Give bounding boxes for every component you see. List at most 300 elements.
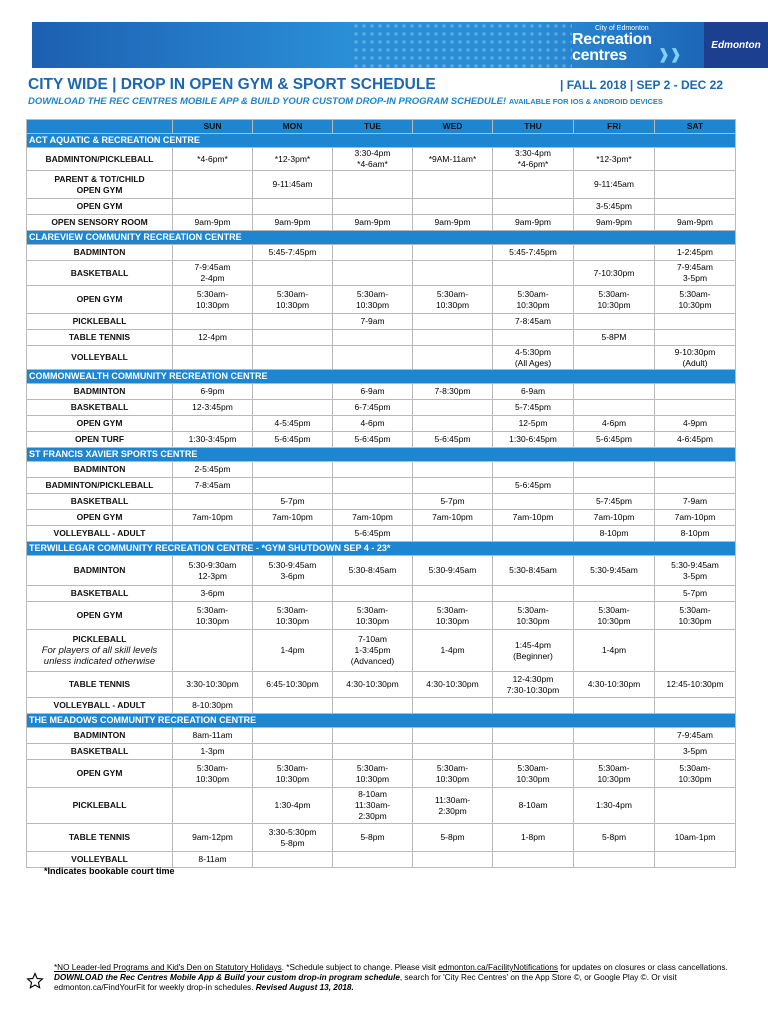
- activity-name: VOLLEYBALL - ADULT: [27, 526, 173, 542]
- day-header-sun: SUN: [173, 120, 253, 134]
- time-cell-mon: [253, 346, 333, 370]
- time-cell-wed: 7-8:30pm: [413, 384, 493, 400]
- time-cell-fri: 9am-9pm: [574, 215, 655, 231]
- table-row: [27, 416, 736, 432]
- time-cell-sat: 4-6:45pm: [655, 432, 736, 448]
- time-cell-mon: [253, 744, 333, 760]
- time-cell-sat: [655, 314, 736, 330]
- banner-pattern: [352, 22, 572, 68]
- time-cell-sat: 9am-9pm: [655, 215, 736, 231]
- time-cell-tue: 7-9am: [333, 314, 413, 330]
- table-row: [27, 698, 736, 714]
- time-cell-tue: 5:30am- 10:30pm: [333, 602, 413, 630]
- time-cell-thu: 6-9am: [493, 384, 574, 400]
- activity-name: PICKLEBALL: [27, 788, 173, 824]
- time-cell-tue: 4:30-10:30pm: [333, 672, 413, 698]
- time-cell-sat: [655, 462, 736, 478]
- table-row: [27, 728, 736, 744]
- activity-note: unless indicated otherwise: [43, 656, 156, 667]
- time-cell-wed: 5-8pm: [413, 824, 493, 852]
- time-cell-mon: [253, 462, 333, 478]
- section-header: [27, 714, 736, 728]
- activity-name: PICKLEBALL: [27, 314, 173, 330]
- time-cell-sat: 7-9am: [655, 494, 736, 510]
- time-cell-sun: [173, 494, 253, 510]
- time-cell-thu: 12-4:30pm 7:30-10:30pm: [493, 672, 574, 698]
- time-cell-wed: [413, 400, 493, 416]
- time-cell-fri: [574, 462, 655, 478]
- time-cell-mon: *12-3pm*: [253, 148, 333, 171]
- time-cell-sat: 1-2:45pm: [655, 245, 736, 261]
- table-row: [27, 346, 736, 370]
- time-cell-sun: [173, 199, 253, 215]
- activity-name: OPEN GYM: [27, 199, 173, 215]
- time-cell-fri: 5:30am- 10:30pm: [574, 602, 655, 630]
- table-row: [27, 760, 736, 788]
- section-header: [27, 542, 736, 556]
- header-blank: [27, 120, 173, 134]
- time-cell-wed: 7am-10pm: [413, 510, 493, 526]
- time-cell-thu: [493, 494, 574, 510]
- time-cell-sun: 1-3pm: [173, 744, 253, 760]
- section-title: TERWILLEGAR COMMUNITY RECREATION CENTRE - *GYM SHUTDOWN SEP 4 - 23*: [27, 542, 736, 556]
- star-icon: [26, 972, 44, 990]
- time-cell-wed: 11:30am- 2:30pm: [413, 788, 493, 824]
- section-header: [27, 134, 736, 148]
- edmonton-logo-text: Edmonton: [711, 39, 761, 51]
- time-cell-sun: 5:30-9:30am 12-3pm: [173, 556, 253, 586]
- time-cell-mon: 5:30am- 10:30pm: [253, 286, 333, 314]
- time-cell-thu: 4-5:30pm (All Ages): [493, 346, 574, 370]
- time-cell-thu: 5:30am- 10:30pm: [493, 760, 574, 788]
- time-cell-fri: *12-3pm*: [574, 148, 655, 171]
- time-cell-fri: [574, 400, 655, 416]
- day-header-mon: MON: [253, 120, 333, 134]
- table-row: [27, 556, 736, 586]
- time-cell-tue: 5-8pm: [333, 824, 413, 852]
- time-cell-sun: 7-8:45am: [173, 478, 253, 494]
- time-cell-thu: [493, 728, 574, 744]
- time-cell-fri: 1:30-4pm: [574, 788, 655, 824]
- table-row: [27, 171, 736, 199]
- time-cell-thu: 9am-9pm: [493, 215, 574, 231]
- download-text: DOWNLOAD THE REC CENTRES MOBILE APP & BUILD YOUR CUSTOM DROP-IN PROGRAM SCHEDULE!: [28, 96, 509, 107]
- time-cell-mon: [253, 199, 333, 215]
- logo-line2: centres: [572, 47, 627, 64]
- activity-name: TABLE TENNIS: [27, 672, 173, 698]
- activity-name: BASKETBALL: [27, 494, 173, 510]
- activity-name: BASKETBALL: [27, 400, 173, 416]
- time-cell-tue: 4-6pm: [333, 416, 413, 432]
- time-cell-sun: [173, 245, 253, 261]
- table-row: [27, 286, 736, 314]
- time-cell-sun: 9am-12pm: [173, 824, 253, 852]
- time-cell-thu: 5:30-8:45am: [493, 556, 574, 586]
- day-header-fri: FRI: [574, 120, 655, 134]
- disclaimer-text-3: for updates on closures or class cancellations.: [558, 963, 728, 972]
- time-cell-fri: 1-4pm: [574, 630, 655, 672]
- time-cell-sun: 1:30-3:45pm: [173, 432, 253, 448]
- time-cell-sun: [173, 526, 253, 542]
- time-cell-wed: *9AM-11am*: [413, 148, 493, 171]
- table-row: [27, 384, 736, 400]
- time-cell-tue: 5-6:45pm: [333, 526, 413, 542]
- time-cell-wed: 5-7pm: [413, 494, 493, 510]
- time-cell-mon: 7am-10pm: [253, 510, 333, 526]
- time-cell-sat: 5:30am- 10:30pm: [655, 286, 736, 314]
- table-row: [27, 526, 736, 542]
- time-cell-mon: 5:45-7:45pm: [253, 245, 333, 261]
- time-cell-sun: [173, 630, 253, 672]
- time-cell-fri: 4-6pm: [574, 416, 655, 432]
- time-cell-sun: 3:30-10:30pm: [173, 672, 253, 698]
- time-cell-wed: [413, 314, 493, 330]
- time-cell-mon: [253, 728, 333, 744]
- activity-name: BADMINTON: [27, 384, 173, 400]
- activity-name: TABLE TENNIS: [27, 330, 173, 346]
- holiday-note: *NO Leader-led Programs and Kid's Den on Statutory Holidays: [54, 963, 282, 972]
- time-cell-thu: [493, 586, 574, 602]
- activity-name: OPEN TURF: [27, 432, 173, 448]
- disclaimer: [54, 963, 734, 993]
- time-cell-fri: 5:30am- 10:30pm: [574, 760, 655, 788]
- time-cell-sat: [655, 788, 736, 824]
- time-cell-fri: [574, 346, 655, 370]
- time-cell-sat: 5-7pm: [655, 586, 736, 602]
- activity-name: BASKETBALL: [27, 586, 173, 602]
- time-cell-wed: 9am-9pm: [413, 215, 493, 231]
- time-cell-fri: 4:30-10:30pm: [574, 672, 655, 698]
- time-cell-sat: [655, 400, 736, 416]
- time-cell-sat: 12:45-10:30pm: [655, 672, 736, 698]
- section-title: ACT AQUATIC & RECREATION CENTRE: [27, 134, 736, 148]
- time-cell-mon: [253, 852, 333, 868]
- time-cell-tue: [333, 171, 413, 199]
- time-cell-wed: [413, 462, 493, 478]
- time-cell-sun: 12-4pm: [173, 330, 253, 346]
- time-cell-thu: 12-5pm: [493, 416, 574, 432]
- time-cell-mon: 9am-9pm: [253, 215, 333, 231]
- time-cell-mon: 5-6:45pm: [253, 432, 333, 448]
- time-cell-mon: [253, 314, 333, 330]
- revised-date: Revised August 13, 2018.: [255, 983, 354, 992]
- logo-small-text: City of Edmonton: [595, 25, 649, 32]
- time-cell-fri: 5:30am- 10:30pm: [574, 286, 655, 314]
- table-row: [27, 630, 736, 672]
- time-cell-sat: 8-10pm: [655, 526, 736, 542]
- time-cell-tue: 6-7:45pm: [333, 400, 413, 416]
- time-cell-sat: 7-9:45am: [655, 728, 736, 744]
- time-cell-sat: [655, 478, 736, 494]
- table-row: [27, 314, 736, 330]
- edmonton-logo: [704, 22, 768, 68]
- time-cell-wed: [413, 199, 493, 215]
- section-title: ST FRANCIS XAVIER SPORTS CENTRE: [27, 448, 736, 462]
- time-cell-sun: 2-5:45pm: [173, 462, 253, 478]
- time-cell-mon: 9-11:45am: [253, 171, 333, 199]
- time-cell-sun: 7-9:45am 2-4pm: [173, 261, 253, 286]
- recreation-centres-logo: [572, 25, 682, 64]
- time-cell-tue: 3:30-4pm *4-6am*: [333, 148, 413, 171]
- time-cell-thu: 1:30-6:45pm: [493, 432, 574, 448]
- table-row: [27, 432, 736, 448]
- time-cell-wed: [413, 416, 493, 432]
- activity-name: PICKLEBALL For players of all skill levels unless indicated otherwise: [27, 630, 173, 672]
- facility-notifications-link[interactable]: edmonton.ca/FacilityNotifications: [438, 963, 559, 972]
- time-cell-tue: [333, 330, 413, 346]
- time-cell-sun: [173, 314, 253, 330]
- time-cell-sun: 5:30am- 10:30pm: [173, 602, 253, 630]
- time-cell-wed: [413, 526, 493, 542]
- time-cell-thu: 5-7:45pm: [493, 400, 574, 416]
- time-cell-thu: 5:45-7:45pm: [493, 245, 574, 261]
- day-header-sat: SAT: [655, 120, 736, 134]
- time-cell-sat: 7am-10pm: [655, 510, 736, 526]
- time-cell-sun: *4-6pm*: [173, 148, 253, 171]
- time-cell-mon: [253, 586, 333, 602]
- time-cell-fri: 7-10:30pm: [574, 261, 655, 286]
- time-cell-sat: 7-9:45am 3-5pm: [655, 261, 736, 286]
- time-cell-sat: [655, 171, 736, 199]
- time-cell-wed: [413, 245, 493, 261]
- time-cell-tue: [333, 852, 413, 868]
- time-cell-fri: [574, 586, 655, 602]
- time-cell-sun: 12-3:45pm: [173, 400, 253, 416]
- time-cell-thu: 1-8pm: [493, 824, 574, 852]
- activity-name: BADMINTON: [27, 728, 173, 744]
- day-header-tue: TUE: [333, 120, 413, 134]
- table-row: [27, 215, 736, 231]
- time-cell-sun: [173, 346, 253, 370]
- time-cell-sat: [655, 148, 736, 171]
- time-cell-thu: [493, 852, 574, 868]
- time-cell-wed: [413, 171, 493, 199]
- time-cell-thu: 7am-10pm: [493, 510, 574, 526]
- time-cell-tue: 6-9am: [333, 384, 413, 400]
- table-row: [27, 586, 736, 602]
- table-row: [27, 788, 736, 824]
- activity-name: VOLLEYBALL: [27, 346, 173, 370]
- time-cell-thu: 7-8:45am: [493, 314, 574, 330]
- time-cell-wed: 5:30-9:45am: [413, 556, 493, 586]
- header-banner: [32, 22, 761, 68]
- logo-line1: Recreation: [572, 31, 652, 48]
- day-header-row: [27, 120, 736, 134]
- time-cell-tue: [333, 462, 413, 478]
- time-cell-thu: [493, 698, 574, 714]
- table-row: [27, 330, 736, 346]
- activity-name: BADMINTON: [27, 556, 173, 586]
- activity-name: VOLLEYBALL: [27, 852, 173, 868]
- time-cell-wed: [413, 728, 493, 744]
- time-cell-mon: 3:30-5:30pm 5-8pm: [253, 824, 333, 852]
- download-app-note: DOWNLOAD the Rec Centres Mobile App & Build your custom drop-in program schedule: [54, 973, 400, 982]
- activity-name: OPEN GYM: [27, 416, 173, 432]
- activity-name: OPEN SENSORY ROOM: [27, 215, 173, 231]
- time-cell-sun: 6-9pm: [173, 384, 253, 400]
- activity-name: OPEN GYM: [27, 602, 173, 630]
- time-cell-sun: 8am-11am: [173, 728, 253, 744]
- time-cell-sun: 8-11am: [173, 852, 253, 868]
- time-cell-sun: 9am-9pm: [173, 215, 253, 231]
- time-cell-wed: [413, 330, 493, 346]
- table-row: [27, 824, 736, 852]
- time-cell-sun: 5:30am- 10:30pm: [173, 760, 253, 788]
- time-cell-sat: [655, 630, 736, 672]
- time-cell-wed: [413, 744, 493, 760]
- table-row: [27, 494, 736, 510]
- time-cell-tue: 9am-9pm: [333, 215, 413, 231]
- time-cell-fri: 5-8PM: [574, 330, 655, 346]
- time-cell-fri: [574, 852, 655, 868]
- time-cell-tue: [333, 586, 413, 602]
- activity-name: BASKETBALL: [27, 261, 173, 286]
- time-cell-thu: 5:30am- 10:30pm: [493, 602, 574, 630]
- time-cell-sat: 3-5pm: [655, 744, 736, 760]
- time-cell-fri: 3-5:45pm: [574, 199, 655, 215]
- time-cell-mon: 5:30am- 10:30pm: [253, 602, 333, 630]
- time-cell-fri: 8-10pm: [574, 526, 655, 542]
- section-title: COMMONWEALTH COMMUNITY RECREATION CENTRE: [27, 370, 736, 384]
- title-main: | DROP IN OPEN GYM & SPORT SCHEDULE: [107, 76, 436, 93]
- download-banner: [28, 96, 663, 107]
- time-cell-mon: [253, 384, 333, 400]
- time-cell-sun: 8-10:30pm: [173, 698, 253, 714]
- time-cell-tue: 5-6:45pm: [333, 432, 413, 448]
- table-row: [27, 744, 736, 760]
- time-cell-wed: [413, 261, 493, 286]
- activity-name: TABLE TENNIS: [27, 824, 173, 852]
- time-cell-mon: 1-4pm: [253, 630, 333, 672]
- time-cell-tue: 5:30am- 10:30pm: [333, 286, 413, 314]
- time-cell-thu: 3:30-4pm *4-6pm*: [493, 148, 574, 171]
- activity-name: BADMINTON: [27, 245, 173, 261]
- chevron-right-icon: ❱❱: [658, 46, 682, 62]
- activity-name: OPEN GYM: [27, 286, 173, 314]
- table-row: [27, 672, 736, 698]
- time-cell-tue: [333, 478, 413, 494]
- table-row: [27, 199, 736, 215]
- activity-name: BADMINTON: [27, 462, 173, 478]
- section-header: [27, 231, 736, 245]
- time-cell-wed: 5-6:45pm: [413, 432, 493, 448]
- time-cell-sun: 5:30am- 10:30pm: [173, 286, 253, 314]
- time-cell-fri: 5:30-9:45am: [574, 556, 655, 586]
- time-cell-tue: [333, 494, 413, 510]
- table-row: [27, 478, 736, 494]
- time-cell-mon: 5:30am- 10:30pm: [253, 760, 333, 788]
- time-cell-thu: 8-10am: [493, 788, 574, 824]
- time-cell-fri: [574, 384, 655, 400]
- schedule-table: [26, 119, 736, 868]
- activity-name: BADMINTON/PICKLEBALL: [27, 478, 173, 494]
- time-cell-tue: 7am-10pm: [333, 510, 413, 526]
- disclaimer-text-2: . *Schedule subject to change. Please visit: [281, 963, 439, 972]
- time-cell-sat: 10am-1pm: [655, 824, 736, 852]
- section-header: [27, 370, 736, 384]
- time-cell-mon: [253, 330, 333, 346]
- disclaimer-text-5: , search for 'City Rec Centres' on the App Store ©, or Google Play ©. Or visit edmonton.ca/FindYourFit for weekly drop-in schedules.: [54, 973, 677, 992]
- time-cell-tue: [333, 245, 413, 261]
- time-cell-sat: 9-10:30pm (Adult): [655, 346, 736, 370]
- bookable-footnote: *Indicates bookable court time: [44, 866, 175, 876]
- time-cell-wed: [413, 346, 493, 370]
- day-header-wed: WED: [413, 120, 493, 134]
- devices-text: AVAILABLE FOR IOS & ANDROID DEVICES: [508, 97, 663, 106]
- time-cell-fri: 9-11:45am: [574, 171, 655, 199]
- time-cell-tue: [333, 744, 413, 760]
- activity-note: For players of all skill levels: [41, 645, 158, 656]
- time-cell-wed: 5:30am- 10:30pm: [413, 602, 493, 630]
- section-title: THE MEADOWS COMMUNITY RECREATION CENTRE: [27, 714, 736, 728]
- table-row: [27, 261, 736, 286]
- time-cell-fri: 5-7:45pm: [574, 494, 655, 510]
- time-cell-fri: [574, 728, 655, 744]
- time-cell-sat: [655, 330, 736, 346]
- time-cell-sun: 3-6pm: [173, 586, 253, 602]
- table-row: [27, 245, 736, 261]
- time-cell-sat: [655, 852, 736, 868]
- time-cell-tue: [333, 346, 413, 370]
- time-cell-wed: [413, 698, 493, 714]
- time-cell-wed: [413, 586, 493, 602]
- time-cell-tue: [333, 728, 413, 744]
- time-cell-fri: 5-6:45pm: [574, 432, 655, 448]
- activity-name: BADMINTON/PICKLEBALL: [27, 148, 173, 171]
- time-cell-wed: 5:30am- 10:30pm: [413, 286, 493, 314]
- table-row: [27, 148, 736, 171]
- time-cell-mon: 5-7pm: [253, 494, 333, 510]
- time-cell-sat: 5:30-9:45am 3-5pm: [655, 556, 736, 586]
- table-row: [27, 400, 736, 416]
- time-cell-fri: 5-8pm: [574, 824, 655, 852]
- time-cell-fri: [574, 314, 655, 330]
- time-cell-thu: 5-6:45pm: [493, 478, 574, 494]
- activity-name: OPEN GYM: [27, 760, 173, 788]
- time-cell-fri: [574, 744, 655, 760]
- time-cell-sat: [655, 698, 736, 714]
- time-cell-mon: [253, 261, 333, 286]
- time-cell-wed: [413, 478, 493, 494]
- time-cell-mon: [253, 478, 333, 494]
- time-cell-tue: [333, 698, 413, 714]
- time-cell-wed: 4:30-10:30pm: [413, 672, 493, 698]
- section-header: [27, 448, 736, 462]
- time-cell-thu: [493, 199, 574, 215]
- section-title: CLAREVIEW COMMUNITY RECREATION CENTRE: [27, 231, 736, 245]
- season-dates: | FALL 2018 | SEP 2 - DEC 22: [560, 78, 724, 92]
- time-cell-tue: 5:30-8:45am: [333, 556, 413, 586]
- time-cell-thu: [493, 261, 574, 286]
- time-cell-sun: 7am-10pm: [173, 510, 253, 526]
- table-row: [27, 510, 736, 526]
- time-cell-sat: [655, 199, 736, 215]
- page-title: [28, 76, 436, 94]
- time-cell-sat: 5:30am- 10:30pm: [655, 602, 736, 630]
- day-header-thu: THU: [493, 120, 574, 134]
- time-cell-sat: [655, 384, 736, 400]
- time-cell-mon: [253, 698, 333, 714]
- time-cell-fri: [574, 698, 655, 714]
- time-cell-fri: [574, 245, 655, 261]
- time-cell-mon: 5:30-9:45am 3-6pm: [253, 556, 333, 586]
- time-cell-wed: 1-4pm: [413, 630, 493, 672]
- time-cell-tue: 7-10am 1-3:45pm (Advanced): [333, 630, 413, 672]
- table-row: [27, 462, 736, 478]
- time-cell-fri: [574, 478, 655, 494]
- time-cell-sun: [173, 171, 253, 199]
- table-row: [27, 602, 736, 630]
